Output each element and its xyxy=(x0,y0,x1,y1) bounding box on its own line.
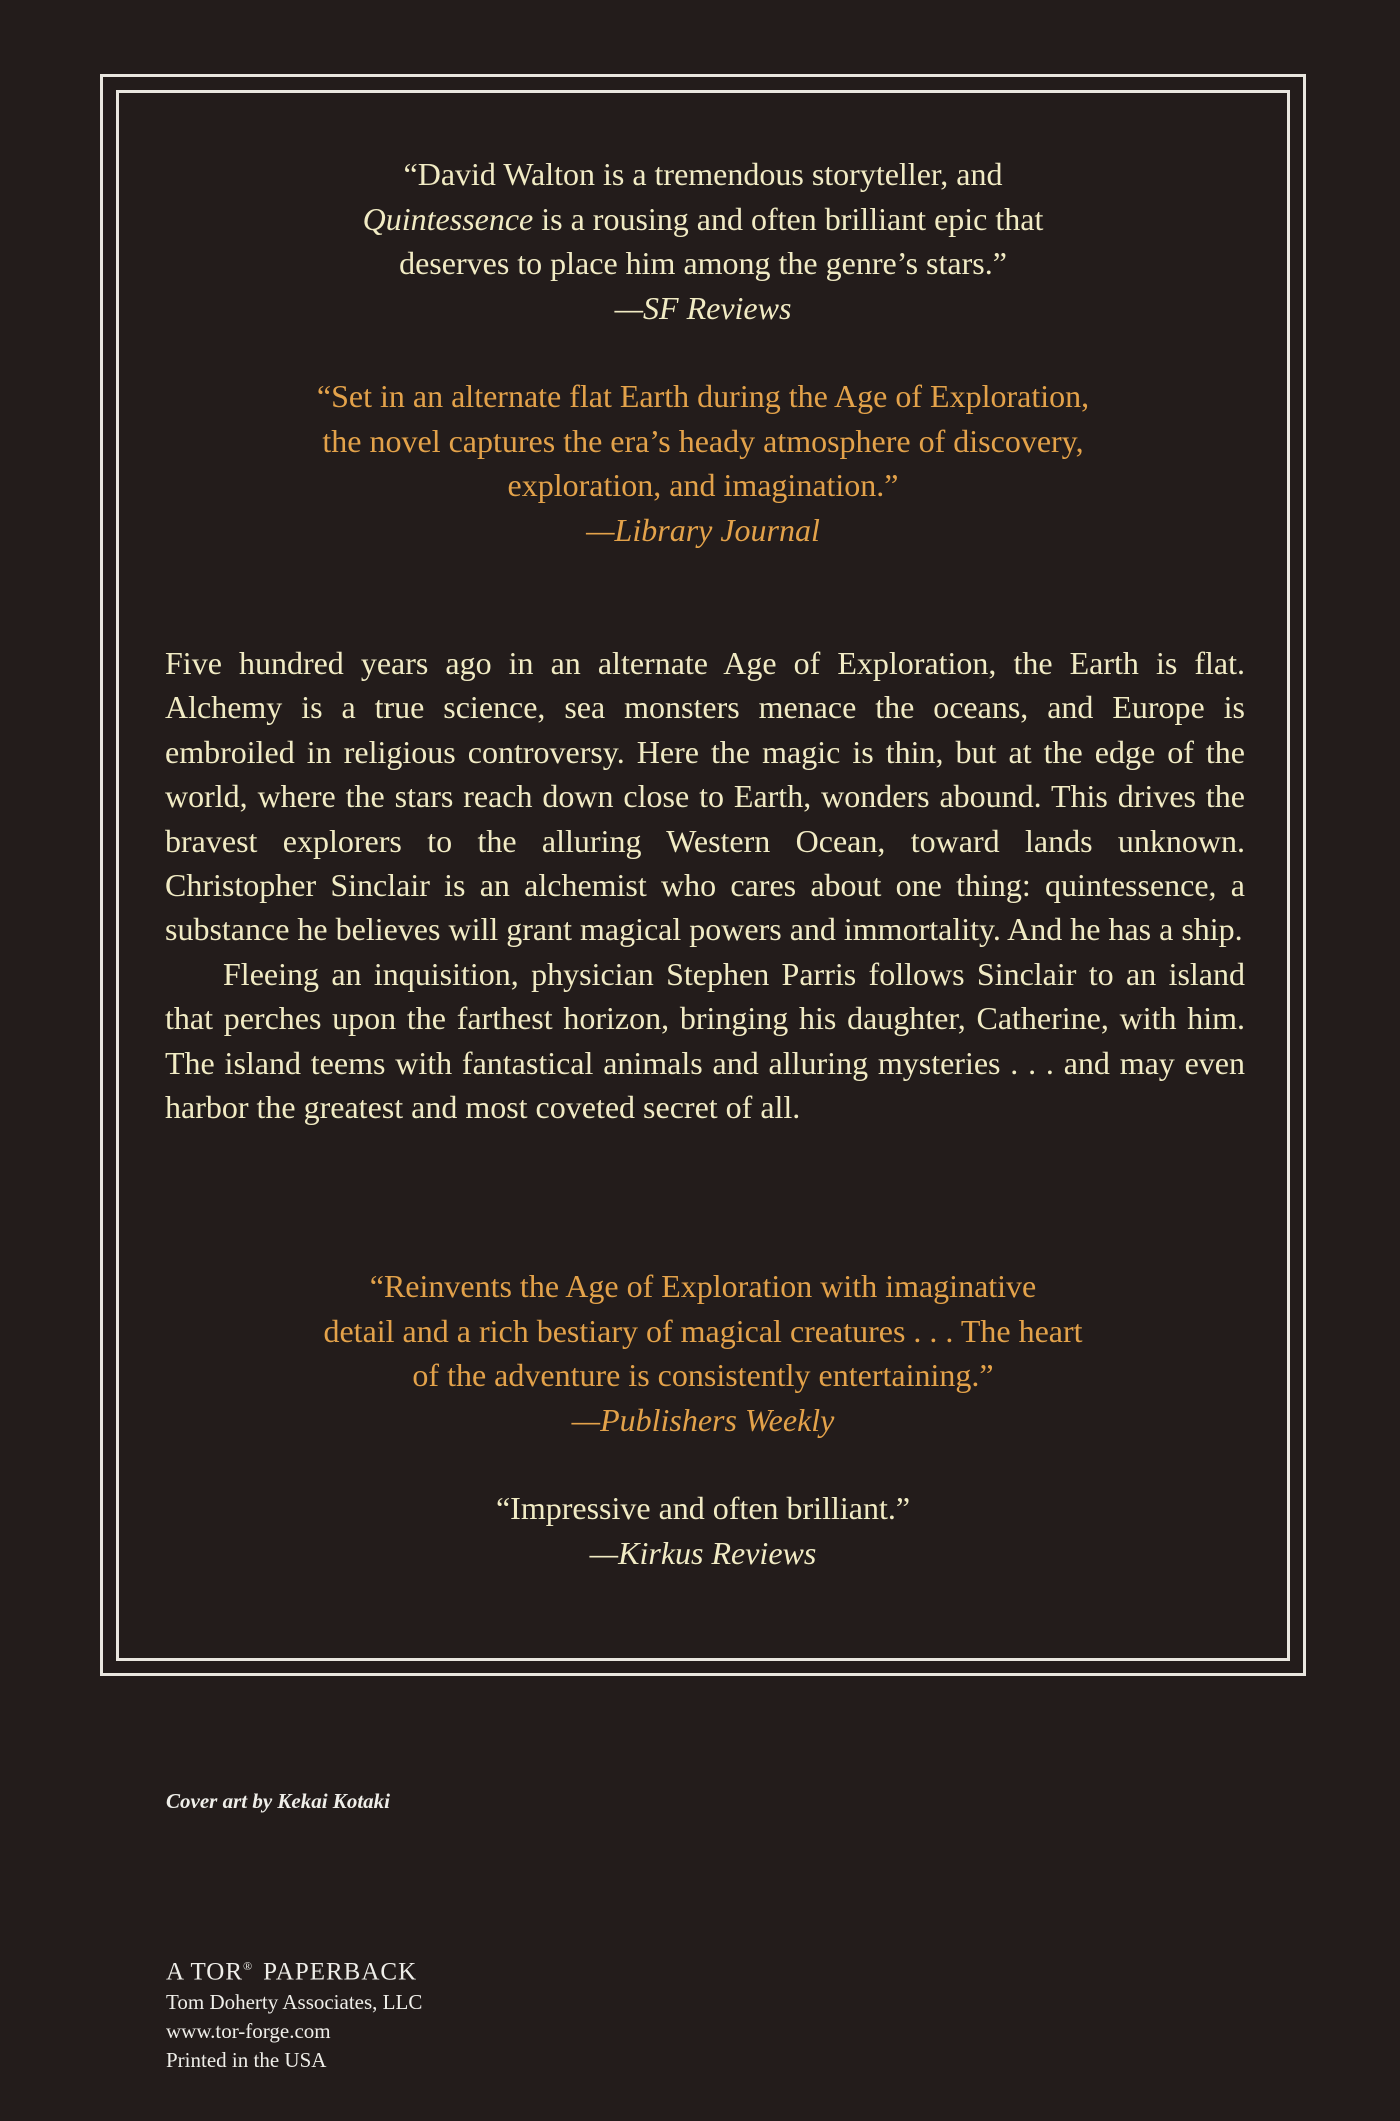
registered-mark: ® xyxy=(243,1959,254,1973)
description-paragraph: Fleeing an inquisition, physician Stephen Parris follows Sinclair to an island that perches upon the farthest horizon, bringing his daughter, Catherine, with him. The island teems with fantastical animals and alluring mysteries . . . and may even harbor the greatest and most coveted secret of all. xyxy=(165,955,1245,1126)
quote-kirkus-reviews xyxy=(116,1486,1290,1575)
book-description xyxy=(165,641,1245,1129)
quote-line: “David Walton is a tremendous storyteller, and xyxy=(403,156,1003,192)
quote-line: “Set in an alternate flat Earth during the Age of Exploration, xyxy=(316,378,1090,414)
quote-attribution: —SF Reviews xyxy=(614,289,792,326)
quote-line: the novel captures the era’s heady atmosphere of discovery, xyxy=(322,422,1084,459)
quote-line: “Reinvents the Age of Exploration with imaginative xyxy=(369,1268,1037,1304)
quote-line: deserves to place him among the genre’s stars.” xyxy=(399,245,1007,281)
quote-line: detail and a rich bestiary of magical creatures . . . The heart xyxy=(323,1312,1083,1349)
quote-attribution: —Publishers Weekly xyxy=(571,1401,835,1438)
tor-prefix: A TOR xyxy=(166,1958,244,1986)
quote-attribution: —Kirkus Reviews xyxy=(589,1534,817,1571)
quote-line: of the adventure is consistently entertaining.” xyxy=(412,1357,994,1393)
description-paragraph: Five hundred years ago in an alternate Age of Exploration, the Earth is flat. Alchemy is a true science, sea monsters menace the oceans, and Europe is embroiled in religious controversy. Here the magic is thin, but at the edge of the world, where the stars reach down close to Earth, wonders abound. This drives the bravest explorers to the alluring Western Ocean, toward lands unknown. Christopher Sinclair is an alchemist who cares about one thing: quintessence, a substance he believes will grant magical powers and immortality. And he has a ship. xyxy=(165,645,1245,948)
cover-art-credit: Cover art by Kekai Kotaki xyxy=(166,1789,390,1813)
book-title: Quintessence xyxy=(362,200,534,237)
publisher-imprint xyxy=(166,1950,422,2075)
printed-location: Printed in the USA xyxy=(166,2048,327,2073)
quote-line xyxy=(116,197,1290,242)
publisher-name: Tom Doherty Associates, LLC xyxy=(166,1990,423,2015)
tor-paperback-logo xyxy=(166,1950,422,1988)
quote-publishers-weekly xyxy=(116,1264,1290,1442)
quote-line: “Impressive and often brilliant.” xyxy=(495,1490,911,1526)
publisher-website: www.tor-forge.com xyxy=(166,2019,331,2044)
quote-line-rest: is a rousing and often brilliant epic that xyxy=(533,200,1044,237)
quote-attribution: —Library Journal xyxy=(586,511,820,548)
quote-sf-reviews xyxy=(116,152,1290,330)
tor-suffix: PAPERBACK xyxy=(263,1958,418,1986)
quote-line: exploration, and imagination.” xyxy=(507,467,899,503)
quote-library-journal xyxy=(116,374,1290,552)
